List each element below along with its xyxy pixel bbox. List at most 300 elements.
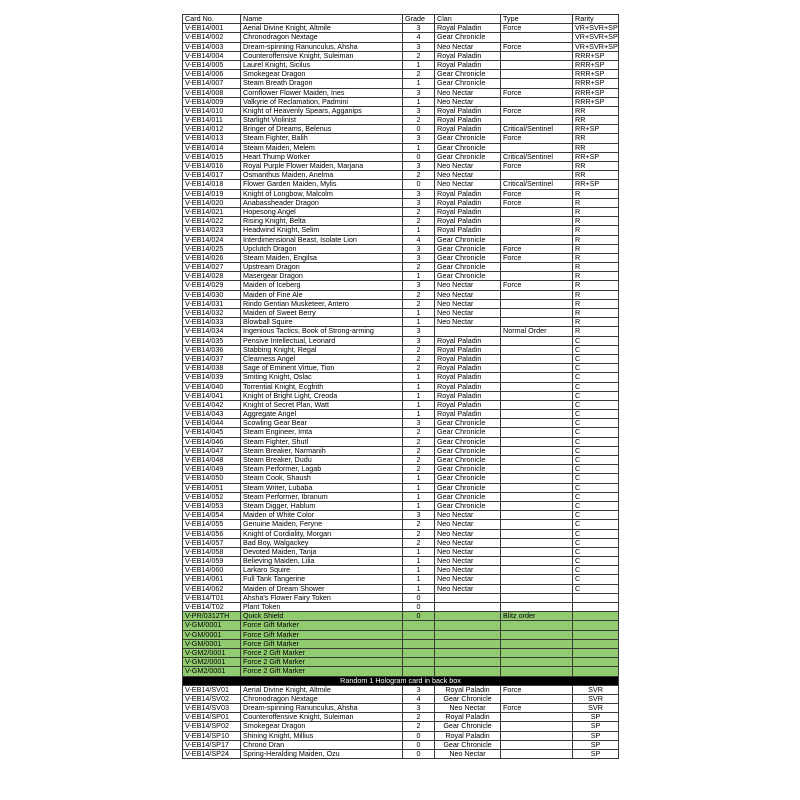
table-row xyxy=(183,97,619,106)
cell-type xyxy=(501,318,573,327)
cell-type xyxy=(501,658,573,667)
cell-type: Blitz order xyxy=(501,612,573,621)
cell-card-no: V-EB14/037 xyxy=(183,354,241,363)
cell-name: Chronodragon Nextage xyxy=(241,33,403,42)
cell-rar xyxy=(573,593,619,602)
cell-name: Laurel Knight, Sicilus xyxy=(241,60,403,69)
cell-grade: 1 xyxy=(403,272,435,281)
cell-name: Spring-Heralding Maiden, Ozu xyxy=(241,750,403,759)
cell-name: Steam Performer, Ibranum xyxy=(241,492,403,501)
cell-type xyxy=(501,584,573,593)
cell-name: Hopesong Angel xyxy=(241,207,403,216)
cell-clan: Royal Paladin xyxy=(435,410,501,419)
cell-rar: C xyxy=(573,437,619,446)
table-row xyxy=(183,731,619,740)
cell-clan: Neo Nectar xyxy=(435,584,501,593)
cell-name: Maiden of Iceberg xyxy=(241,281,403,290)
cell-card-no: V-EB14/001 xyxy=(183,24,241,33)
cell-grade: 1 xyxy=(403,382,435,391)
cell-grade xyxy=(403,667,435,676)
table-row xyxy=(183,483,619,492)
cell-card-no: V-EB14/058 xyxy=(183,547,241,556)
table-row xyxy=(183,299,619,308)
cell-card-no: V-EB14/014 xyxy=(183,143,241,152)
cell-type: Critical/Sentinel xyxy=(501,180,573,189)
cell-rar: RR xyxy=(573,106,619,115)
cell-card-no: V-EB14/019 xyxy=(183,189,241,198)
cell-grade: 2 xyxy=(403,437,435,446)
cell-name: Clearness Angel xyxy=(241,354,403,363)
cell-grade: 0 xyxy=(403,180,435,189)
cell-name: Smokegear Dragon xyxy=(241,722,403,731)
cell-name: Osmanthus Maiden, Anelma xyxy=(241,171,403,180)
cell-card-no: V-EB14/010 xyxy=(183,106,241,115)
cell-grade: 4 xyxy=(403,694,435,703)
cell-name: Plant Token xyxy=(241,603,403,612)
cell-type xyxy=(501,364,573,373)
cell-type xyxy=(501,529,573,538)
cell-grade: 2 xyxy=(403,713,435,722)
table-row xyxy=(183,263,619,272)
cell-rar: VR+SVR+SP xyxy=(573,24,619,33)
cell-clan: Neo Nectar xyxy=(435,309,501,318)
cell-grade: 0 xyxy=(403,750,435,759)
cell-rar: C xyxy=(573,575,619,584)
cell-name: Headwind Knight, Selim xyxy=(241,226,403,235)
cell-name: Torrential Knight, Ecgfrith xyxy=(241,382,403,391)
cell-name: Smiting Knight, Oslac xyxy=(241,373,403,382)
cell-grade: 0 xyxy=(403,731,435,740)
cell-grade: 0 xyxy=(403,593,435,602)
cell-grade: 1 xyxy=(403,226,435,235)
cell-clan: Neo Nectar xyxy=(435,290,501,299)
cell-rar: RRR+SP xyxy=(573,70,619,79)
table-row xyxy=(183,419,619,428)
cell-rar: VR+SVR+SP xyxy=(573,33,619,42)
cell-card-no: V-EB14/045 xyxy=(183,428,241,437)
cell-card-no: V-EB14/008 xyxy=(183,88,241,97)
cell-rar: R xyxy=(573,281,619,290)
cell-name: Knight of Heavenly Spears, Agganips xyxy=(241,106,403,115)
cell-type xyxy=(501,217,573,226)
cell-type: Force xyxy=(501,685,573,694)
cell-grade: 3 xyxy=(403,511,435,520)
table-row xyxy=(183,24,619,33)
cell-name: Bringer of Dreams, Belenus xyxy=(241,125,403,134)
cell-rar: R xyxy=(573,299,619,308)
cell-rar: R xyxy=(573,189,619,198)
cell-name: Knight of Secret Plan, Watt xyxy=(241,400,403,409)
cell-grade: 2 xyxy=(403,354,435,363)
cell-name: Chronodragon Nextage xyxy=(241,694,403,703)
cell-type xyxy=(501,547,573,556)
table-row xyxy=(183,492,619,501)
cell-name: Knight of Longbow, Malcolm xyxy=(241,189,403,198)
cell-clan xyxy=(435,639,501,648)
cell-type xyxy=(501,354,573,363)
cell-grade: 2 xyxy=(403,465,435,474)
table-row xyxy=(183,538,619,547)
cell-type xyxy=(501,722,573,731)
cell-clan: Royal Paladin xyxy=(435,354,501,363)
cell-clan: Royal Paladin xyxy=(435,713,501,722)
cell-rar: C xyxy=(573,345,619,354)
cell-rar: C xyxy=(573,566,619,575)
cell-rar: R xyxy=(573,318,619,327)
table-row xyxy=(183,456,619,465)
cell-grade: 1 xyxy=(403,492,435,501)
cell-card-no: V-EB14/039 xyxy=(183,373,241,382)
table-row xyxy=(183,547,619,556)
cell-grade: 3 xyxy=(403,189,435,198)
cell-card-no: V-EB14/061 xyxy=(183,575,241,584)
cell-clan: Royal Paladin xyxy=(435,125,501,134)
cell-rar: R xyxy=(573,290,619,299)
cell-rar: RR xyxy=(573,134,619,143)
cell-name: Rindo Gentian Musketeer, Antero xyxy=(241,299,403,308)
cell-grade xyxy=(403,621,435,630)
cell-card-no: V-EB14/060 xyxy=(183,566,241,575)
cell-type xyxy=(501,207,573,216)
cell-type xyxy=(501,391,573,400)
cell-clan: Neo Nectar xyxy=(435,547,501,556)
table-row xyxy=(183,437,619,446)
cell-name: Smokegear Dragon xyxy=(241,70,403,79)
cell-name: Anabassheader Dragon xyxy=(241,198,403,207)
table-row xyxy=(183,373,619,382)
cell-card-no: V-EB14/029 xyxy=(183,281,241,290)
cell-type xyxy=(501,116,573,125)
cell-rar: C xyxy=(573,382,619,391)
cell-grade: 1 xyxy=(403,400,435,409)
cell-card-no: V-EB14/SP02 xyxy=(183,722,241,731)
cell-rar: SVR xyxy=(573,685,619,694)
cell-card-no: V-EB14/012 xyxy=(183,125,241,134)
cell-rar: C xyxy=(573,557,619,566)
cell-grade: 1 xyxy=(403,60,435,69)
cell-clan: Royal Paladin xyxy=(435,51,501,60)
cell-clan: Royal Paladin xyxy=(435,60,501,69)
cell-clan: Gear Chronicle xyxy=(435,33,501,42)
cell-type xyxy=(501,575,573,584)
cell-card-no: V-EB14/044 xyxy=(183,419,241,428)
cell-grade: 3 xyxy=(403,134,435,143)
cell-card-no: V-EB14/013 xyxy=(183,134,241,143)
table-row xyxy=(183,143,619,152)
cell-clan: Gear Chronicle xyxy=(435,465,501,474)
table-row xyxy=(183,354,619,363)
table-row xyxy=(183,180,619,189)
cell-card-no: V-EB14/025 xyxy=(183,244,241,253)
cell-type xyxy=(501,263,573,272)
table-row xyxy=(183,603,619,612)
table-row xyxy=(183,501,619,510)
cell-rar: RRR+SP xyxy=(573,60,619,69)
table-row xyxy=(183,658,619,667)
cell-card-no: V-EB14/052 xyxy=(183,492,241,501)
cell-rar: C xyxy=(573,465,619,474)
cell-clan: Neo Nectar xyxy=(435,162,501,171)
cell-card-no: V-EB14/030 xyxy=(183,290,241,299)
cell-grade: 2 xyxy=(403,299,435,308)
cell-grade: 3 xyxy=(403,685,435,694)
cell-card-no: V-EB14/020 xyxy=(183,198,241,207)
cell-name: Steam Performer, Lagab xyxy=(241,465,403,474)
cell-name: Rising Knight, Belta xyxy=(241,217,403,226)
table-row xyxy=(183,612,619,621)
cell-card-no: V-EB14/062 xyxy=(183,584,241,593)
cell-clan: Gear Chronicle xyxy=(435,79,501,88)
cell-clan xyxy=(435,603,501,612)
cell-card-no: V-EB14/048 xyxy=(183,456,241,465)
cell-rar xyxy=(573,639,619,648)
cell-rar: R xyxy=(573,309,619,318)
cell-name: Force Gift Marker xyxy=(241,621,403,630)
cell-clan: Royal Paladin xyxy=(435,207,501,216)
cell-card-no: V-EB14/T01 xyxy=(183,593,241,602)
table-row xyxy=(183,400,619,409)
cell-type xyxy=(501,226,573,235)
cell-grade: 3 xyxy=(403,162,435,171)
cell-card-no: V-EB14/043 xyxy=(183,410,241,419)
cell-card-no: V-EB14/028 xyxy=(183,272,241,281)
table-row xyxy=(183,244,619,253)
cell-card-no: V-GM2/0001 xyxy=(183,667,241,676)
cell-card-no: V-EB14/002 xyxy=(183,33,241,42)
table-row xyxy=(183,694,619,703)
cell-grade: 1 xyxy=(403,97,435,106)
cell-clan: Neo Nectar xyxy=(435,566,501,575)
cell-type xyxy=(501,290,573,299)
cell-rar: R xyxy=(573,198,619,207)
cell-card-no: V-EB14/009 xyxy=(183,97,241,106)
cell-name: Steam Engineer, Imta xyxy=(241,428,403,437)
table-row xyxy=(183,162,619,171)
cell-name: Dream-spinning Ranunculus, Ahsha xyxy=(241,42,403,51)
table-row xyxy=(183,171,619,180)
cell-card-no: V-EB14/017 xyxy=(183,171,241,180)
header-row xyxy=(183,15,619,24)
table-row xyxy=(183,60,619,69)
cell-card-no: V-EB14/SP17 xyxy=(183,740,241,749)
cell-name: Steam Fighter, Balih xyxy=(241,134,403,143)
cell-rar xyxy=(573,648,619,657)
cell-type: Force xyxy=(501,281,573,290)
cell-grade xyxy=(403,648,435,657)
cell-rar: C xyxy=(573,428,619,437)
cell-type xyxy=(501,566,573,575)
cell-name: Interdimensional Beast, Isolate Lion xyxy=(241,235,403,244)
cell-type xyxy=(501,410,573,419)
table-row xyxy=(183,309,619,318)
cell-name: Aerial Divine Knight, Altmile xyxy=(241,685,403,694)
cell-clan: Royal Paladin xyxy=(435,189,501,198)
table-row xyxy=(183,648,619,657)
table-row xyxy=(183,226,619,235)
cell-type: Force xyxy=(501,704,573,713)
cell-grade: 3 xyxy=(403,88,435,97)
cell-name: Devoted Maiden, Tanja xyxy=(241,547,403,556)
cell-card-no: V-EB14/047 xyxy=(183,446,241,455)
cell-type xyxy=(501,143,573,152)
cell-type xyxy=(501,70,573,79)
cell-rar: C xyxy=(573,547,619,556)
cell-type: Force xyxy=(501,162,573,171)
cell-clan: Royal Paladin xyxy=(435,373,501,382)
cell-name: Steam Cook, Shaush xyxy=(241,474,403,483)
cell-clan: Neo Nectar xyxy=(435,750,501,759)
table-row xyxy=(183,391,619,400)
cell-clan: Gear Chronicle xyxy=(435,134,501,143)
cell-clan: Neo Nectar xyxy=(435,299,501,308)
cell-card-no: V-EB14/033 xyxy=(183,318,241,327)
table-row xyxy=(183,79,619,88)
cell-name: Maiden of Fine Ale xyxy=(241,290,403,299)
cell-name: Force Gift Marker xyxy=(241,639,403,648)
cell-type xyxy=(501,373,573,382)
cell-grade: 1 xyxy=(403,584,435,593)
cell-card-no: V-EB14/040 xyxy=(183,382,241,391)
cell-type: Force xyxy=(501,42,573,51)
cell-clan: Royal Paladin xyxy=(435,217,501,226)
cell-clan: Neo Nectar xyxy=(435,529,501,538)
cell-card-no: V-EB14/015 xyxy=(183,152,241,161)
cell-rar: RR+SP xyxy=(573,152,619,161)
cell-type xyxy=(501,492,573,501)
table-row xyxy=(183,713,619,722)
cell-name: Counteroffensive Knight, Suleiman xyxy=(241,713,403,722)
cell-clan xyxy=(435,630,501,639)
cell-name: Bad Boy, Walgackey xyxy=(241,538,403,547)
cell-name: Steam Breaker, Dudu xyxy=(241,456,403,465)
cell-name: Steam Digger, Hablum xyxy=(241,501,403,510)
cell-card-no: V-EB14/031 xyxy=(183,299,241,308)
cell-rar: R xyxy=(573,272,619,281)
table-row xyxy=(183,410,619,419)
cell-type xyxy=(501,465,573,474)
cell-name: Maiden of Dream Shower xyxy=(241,584,403,593)
cell-type xyxy=(501,428,573,437)
header-grade: Grade xyxy=(403,15,435,24)
cell-grade: 1 xyxy=(403,501,435,510)
table-row xyxy=(183,704,619,713)
table-row xyxy=(183,42,619,51)
cell-clan: Gear Chronicle xyxy=(435,70,501,79)
cell-card-no: V-GM/0001 xyxy=(183,639,241,648)
cell-clan: Gear Chronicle xyxy=(435,740,501,749)
table-row xyxy=(183,446,619,455)
cell-rar: C xyxy=(573,446,619,455)
cell-grade: 3 xyxy=(403,198,435,207)
cell-grade: 2 xyxy=(403,217,435,226)
cell-rar: SP xyxy=(573,722,619,731)
cell-card-no: V-EB14/T02 xyxy=(183,603,241,612)
cell-type: Normal Order xyxy=(501,327,573,336)
cell-card-no: V-EB14/041 xyxy=(183,391,241,400)
cell-card-no: V-EB14/016 xyxy=(183,162,241,171)
cell-rar: SVR xyxy=(573,694,619,703)
cell-card-no: V-EB14/049 xyxy=(183,465,241,474)
cell-type xyxy=(501,299,573,308)
table-row xyxy=(183,70,619,79)
cell-grade: 2 xyxy=(403,70,435,79)
table-row xyxy=(183,566,619,575)
cell-rar: RRR+SP xyxy=(573,79,619,88)
cell-clan: Gear Chronicle xyxy=(435,437,501,446)
cell-grade: 1 xyxy=(403,373,435,382)
cell-rar: R xyxy=(573,244,619,253)
cell-card-no: V-GM2/0001 xyxy=(183,658,241,667)
cell-card-no: V-EB14/022 xyxy=(183,217,241,226)
table-row xyxy=(183,327,619,336)
cell-clan: Neo Nectar xyxy=(435,88,501,97)
cell-grade: 1 xyxy=(403,474,435,483)
cell-type xyxy=(501,630,573,639)
table-row xyxy=(183,125,619,134)
cell-type: Force xyxy=(501,189,573,198)
cell-grade: 4 xyxy=(403,235,435,244)
cell-rar xyxy=(573,612,619,621)
table-row xyxy=(183,740,619,749)
table-row xyxy=(183,639,619,648)
cell-rar: RR xyxy=(573,171,619,180)
cell-grade: 0 xyxy=(403,740,435,749)
cell-card-no: V-EB14/042 xyxy=(183,400,241,409)
cell-type xyxy=(501,740,573,749)
cell-grade: 3 xyxy=(403,106,435,115)
cell-card-no: V-PR/0312TH xyxy=(183,612,241,621)
cell-rar: RRR+SP xyxy=(573,88,619,97)
cell-grade: 0 xyxy=(403,603,435,612)
cell-grade: 2 xyxy=(403,116,435,125)
cell-clan: Gear Chronicle xyxy=(435,419,501,428)
cell-name: Stabbing Knight, Regal xyxy=(241,345,403,354)
card-list-table xyxy=(182,14,619,759)
cell-card-no: V-EB14/021 xyxy=(183,207,241,216)
cell-grade: 2 xyxy=(403,364,435,373)
cell-clan: Gear Chronicle xyxy=(435,722,501,731)
cell-type: Critical/Sentinel xyxy=(501,125,573,134)
cell-clan: Royal Paladin xyxy=(435,382,501,391)
cell-card-no: V-EB14/057 xyxy=(183,538,241,547)
cell-name: Cornflower Flower Maiden, Ines xyxy=(241,88,403,97)
cell-card-no: V-EB14/059 xyxy=(183,557,241,566)
cell-rar: R xyxy=(573,327,619,336)
cell-name: Larkaro Squire xyxy=(241,566,403,575)
cell-grade: 1 xyxy=(403,143,435,152)
cell-card-no: V-EB14/018 xyxy=(183,180,241,189)
cell-rar: RR xyxy=(573,162,619,171)
cell-grade: 2 xyxy=(403,290,435,299)
cell-name: Aggregate Angel xyxy=(241,410,403,419)
cell-type xyxy=(501,731,573,740)
cell-type xyxy=(501,483,573,492)
cell-type xyxy=(501,400,573,409)
table-row xyxy=(183,685,619,694)
cell-name: Counteroffensive Knight, Suleiman xyxy=(241,51,403,60)
cell-type xyxy=(501,171,573,180)
header-type: Type xyxy=(501,15,573,24)
cell-grade: 2 xyxy=(403,520,435,529)
table-row xyxy=(183,290,619,299)
cell-card-no: V-EB14/023 xyxy=(183,226,241,235)
cell-grade: 1 xyxy=(403,575,435,584)
cell-clan: Royal Paladin xyxy=(435,116,501,125)
cell-card-no: V-EB14/051 xyxy=(183,483,241,492)
cell-clan: Royal Paladin xyxy=(435,391,501,400)
cell-type xyxy=(501,446,573,455)
cell-name: Chrono Dran xyxy=(241,740,403,749)
